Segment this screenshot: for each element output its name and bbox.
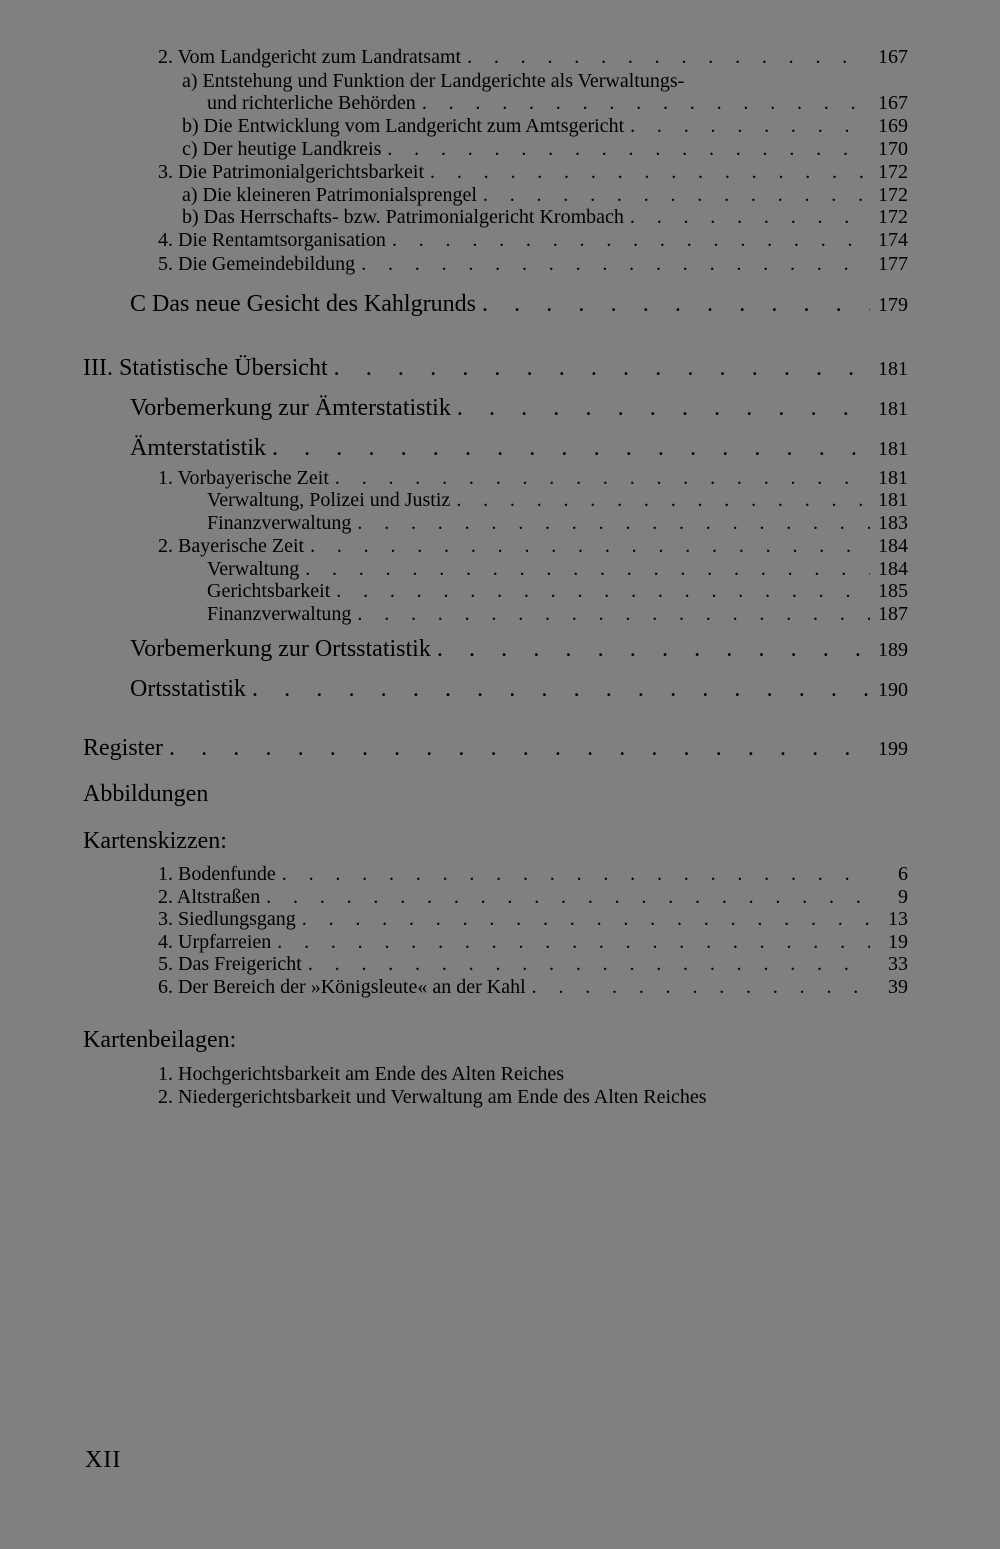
toc-entry-page: 172 <box>878 206 908 228</box>
toc-entry-page: 181 <box>878 489 908 511</box>
section-heading: Kartenbeilagen: <box>83 1027 237 1053</box>
toc-entry-title: 5. Die Gemeindebildung <box>158 253 356 275</box>
toc-entry <box>158 229 908 252</box>
leader-dots <box>308 953 870 976</box>
toc-entry-title: 2. Niedergerichtsbarkeit und Verwaltung am Ende des Alten Reiches <box>158 1086 707 1108</box>
toc-entry-title: 2. Altstraßen <box>158 886 261 908</box>
leader-dots <box>630 115 870 138</box>
toc-entry <box>182 138 908 161</box>
toc-entry-title: 1. Bodenfunde <box>158 863 276 885</box>
toc-entry-title: 5. Das Freigericht <box>158 953 302 975</box>
toc-entry <box>182 206 908 229</box>
toc-entry-title: 1. Vorbayerische Zeit <box>158 467 329 489</box>
toc-entry-title: Vorbemerkung zur Ortsstatistik <box>130 636 431 662</box>
toc-entry-title: Register <box>83 735 163 761</box>
toc-entry <box>83 735 908 762</box>
leader-dots <box>310 535 870 558</box>
toc-entry-page: 181 <box>878 358 908 380</box>
toc-entry <box>207 603 908 626</box>
toc-entry-title: Vorbemerkung zur Ämterstatistik <box>130 395 451 421</box>
toc-entry <box>158 535 908 558</box>
toc-entry-title: Finanzverwaltung <box>207 603 352 625</box>
toc-entry-page: 9 <box>898 886 908 908</box>
toc-entry-page: 167 <box>878 46 908 68</box>
toc-entry-page: 184 <box>878 535 908 557</box>
toc-entry-page: 39 <box>888 976 908 998</box>
toc-entry-title: 1. Hochgerichtsbarkeit am Ende des Alten Reiches <box>158 1063 564 1085</box>
leader-dots <box>630 206 870 229</box>
toc-entry <box>207 489 908 512</box>
leader-dots <box>422 92 870 115</box>
leader-dots <box>437 636 870 663</box>
leader-dots <box>272 435 870 462</box>
toc-entry-title: Verwaltung, Polizei und Justiz <box>207 489 451 511</box>
toc-entry <box>83 355 908 382</box>
toc-entry-page: 172 <box>878 161 908 183</box>
toc-entry-page: 181 <box>878 467 908 489</box>
toc-entry <box>158 886 908 909</box>
leader-dots <box>277 931 870 954</box>
toc-entry-title: Verwaltung <box>207 558 300 580</box>
section-heading: Abbildungen <box>83 781 209 807</box>
toc-entry <box>158 467 908 490</box>
toc-entry-title: a) Entstehung und Funktion der Landgerichte als Verwaltungs- <box>182 70 685 92</box>
leader-dots <box>169 735 870 762</box>
toc-entry <box>158 953 908 976</box>
toc-entry-page: 189 <box>878 639 908 661</box>
toc-entry-title: 3. Siedlungsgang <box>158 908 296 930</box>
toc-entry <box>130 435 908 462</box>
leader-dots <box>305 558 870 581</box>
toc-entry-page: 13 <box>888 908 908 930</box>
leader-dots <box>361 253 870 276</box>
toc-entry-page: 181 <box>878 438 908 460</box>
leader-dots <box>457 395 870 422</box>
toc-entry <box>182 184 908 207</box>
toc-entry <box>158 976 908 999</box>
leader-dots <box>336 580 870 603</box>
toc-entry-page: 190 <box>878 679 908 701</box>
toc-entry <box>158 908 908 931</box>
toc-entry <box>130 291 908 318</box>
leader-dots <box>456 489 870 512</box>
toc-entry-title: 2. Vom Landgericht zum Landratsamt <box>158 46 462 68</box>
leader-dots <box>334 355 870 382</box>
section-heading: Kartenskizzen: <box>83 828 227 854</box>
toc-entry-title: 4. Die Rentamtsorganisation <box>158 229 386 251</box>
leader-dots <box>357 512 870 535</box>
toc-entry <box>207 92 908 115</box>
toc-entry <box>158 863 908 886</box>
leader-dots <box>430 161 870 184</box>
toc-entry-title: Finanzverwaltung <box>207 512 352 534</box>
toc-entry <box>207 580 908 603</box>
toc-entry-page: 181 <box>878 398 908 420</box>
toc-entry-title: Ortsstatistik <box>130 676 247 702</box>
toc-entry-page: 170 <box>878 138 908 160</box>
leader-dots <box>387 138 870 161</box>
toc-entry-page: 167 <box>878 92 908 114</box>
leader-dots <box>252 676 870 703</box>
toc-entry-title: 4. Urpfarreien <box>158 931 272 953</box>
toc-entry-page: 169 <box>878 115 908 137</box>
toc-entry-title: Ämterstatistik <box>130 435 266 461</box>
toc-entry-page: 33 <box>888 953 908 975</box>
toc-entry-title: b) Die Entwicklung vom Landgericht zum Amtsgericht <box>182 115 625 137</box>
toc-entry-page: 187 <box>878 603 908 625</box>
toc-entry <box>158 161 908 184</box>
toc-entry-title: b) Das Herrschafts- bzw. Patrimonialgericht Krombach <box>182 206 624 228</box>
toc-entry-title: Gerichtsbarkeit <box>207 580 331 602</box>
leader-dots <box>335 467 870 490</box>
toc-entry-page: 183 <box>878 512 908 534</box>
toc-entry <box>207 558 908 581</box>
toc-entry-title: c) Der heutige Landkreis <box>182 138 382 160</box>
toc-entry-page: 19 <box>888 931 908 953</box>
leader-dots <box>483 184 870 207</box>
toc-entry-title: III. Statistische Übersicht <box>83 355 328 381</box>
toc-entry-page: 179 <box>878 294 908 316</box>
toc-entry <box>158 931 908 954</box>
toc-entry-page: 199 <box>878 738 908 760</box>
toc-entry <box>207 512 908 535</box>
toc-entry <box>158 253 908 276</box>
toc-entry <box>130 395 908 422</box>
toc-entry <box>182 115 908 138</box>
leader-dots <box>266 886 870 909</box>
leader-dots <box>482 291 870 318</box>
toc-entry-title: a) Die kleineren Patrimonialsprengel <box>182 184 477 206</box>
leader-dots <box>532 976 870 999</box>
toc-entry-page: 6 <box>898 863 908 885</box>
leader-dots <box>392 229 870 252</box>
toc-entry <box>158 46 908 69</box>
toc-entry-title: 2. Bayerische Zeit <box>158 535 305 557</box>
leader-dots <box>282 863 870 886</box>
toc-entry-title: 3. Die Patrimonialgerichtsbarkeit <box>158 161 425 183</box>
toc-entry-title: und richterliche Behörden <box>207 92 416 114</box>
toc-entry-page: 177 <box>878 253 908 275</box>
toc-entry-page: 172 <box>878 184 908 206</box>
toc-entry <box>130 636 908 663</box>
leader-dots <box>302 908 870 931</box>
toc-entry-title: 6. Der Bereich der »Königsleute« an der Kahl <box>158 976 526 998</box>
toc-entry <box>130 676 908 703</box>
toc-entry-title: C Das neue Gesicht des Kahlgrunds <box>130 291 476 317</box>
page-number: XII <box>85 1447 122 1473</box>
leader-dots <box>467 46 870 69</box>
toc-entry-page: 184 <box>878 558 908 580</box>
leader-dots <box>357 603 870 626</box>
toc-entry-page: 185 <box>878 580 908 602</box>
toc-entry-page: 174 <box>878 229 908 251</box>
